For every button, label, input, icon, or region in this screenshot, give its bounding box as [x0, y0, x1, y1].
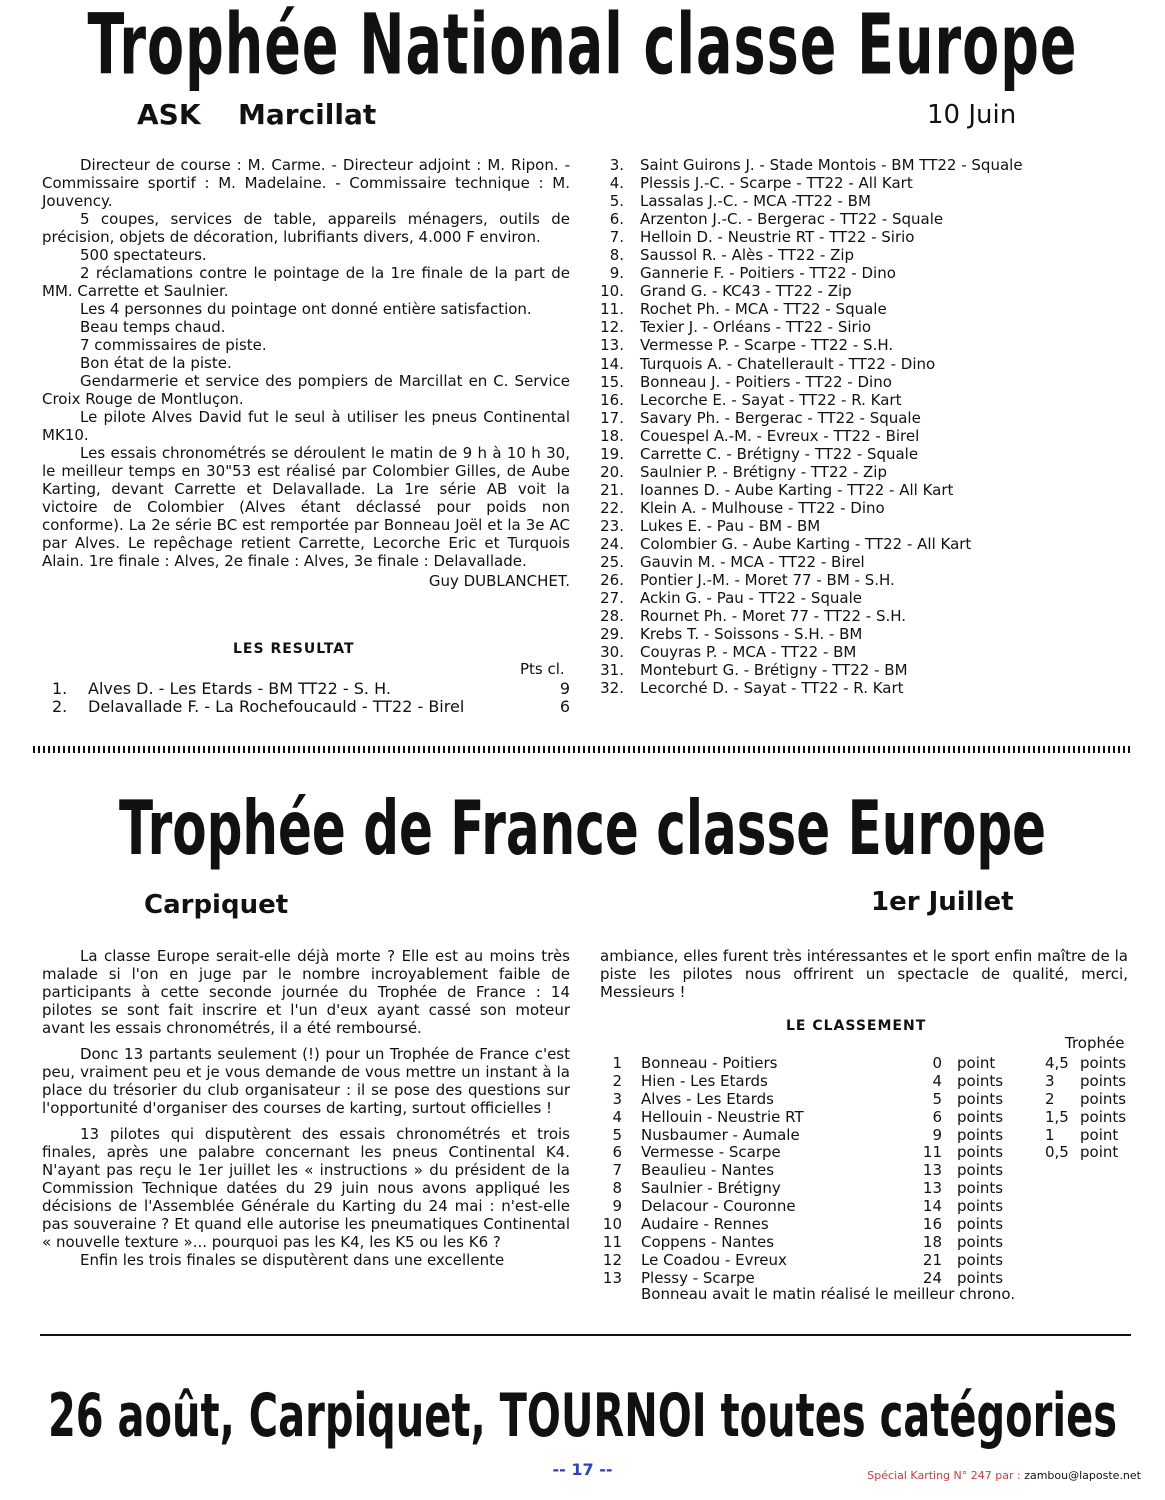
result-position: 10. [600, 282, 624, 301]
result-position: 7. [609, 228, 624, 247]
classement-points-unit: points [957, 1232, 1004, 1251]
result-position: 22. [600, 498, 624, 517]
result-entry: Carrette C. - Brétigny - TT22 - Squale [640, 444, 919, 463]
result-entry: Rournet Ph. - Moret 77 - TT22 - S.H. [640, 607, 907, 626]
dotted-separator [33, 746, 1133, 753]
result-entry: Lassalas J.-C. - MCA -TT22 - BM [640, 192, 871, 211]
result-points: 6 [559, 697, 570, 716]
result-entry: Gauvin M. - MCA - TT22 - Birel [640, 553, 865, 572]
classement-name: Hellouin - Neustrie RT [641, 1107, 804, 1126]
article2-body-right [600, 947, 1128, 1001]
result-position: 31. [600, 661, 624, 680]
classement-name: Beaulieu - Nantes [641, 1161, 775, 1180]
classement-name: Hien - Les Etards [641, 1071, 768, 1090]
classement-position: 2 [612, 1071, 622, 1090]
result-position: 23. [600, 516, 624, 535]
result-entry: Saussol R. - Alès - TT22 - Zip [640, 246, 855, 265]
classement-points-unit: points [957, 1107, 1004, 1126]
classement-name: Coppens - Nantes [641, 1232, 775, 1251]
article2-paragraph: 13 pilotes qui disputèrent des essais chronométrés et trois finales, après une palabre concernant les pneus Continental K4. N'ayant pas reçu le 1er juillet les « instructions » du président de la Commission Technique datées du 29 juin nous avons appliqué les décisions de l'Assemblée Générale du Karting du 24 mai : n'est-elle pas souveraine ? Et quand elle autorise les pneumatiques Continental « nouvelle texture »... pourquoi pas les K4, les K5 ou les K6 ? [42, 1125, 570, 1251]
result-row [596, 481, 1136, 499]
classement-row [600, 1091, 1140, 1109]
result-position: 1. [52, 679, 68, 698]
article1-paragraph: 2 réclamations contre le pointage de la 1re finale de la part de MM. Carrette et Saulnier. [42, 264, 570, 300]
result-entry: Grand G. - KC43 - TT22 - Zip [640, 282, 852, 301]
trophee-header: Trophée [1065, 1034, 1125, 1052]
result-entry: Couyras P. - MCA - TT22 - BM [640, 643, 857, 662]
trophee-points: 0,5 [1045, 1143, 1069, 1162]
result-row [596, 625, 1136, 643]
result-entry: Vermesse P. - Scarpe - TT22 - S.H. [640, 336, 894, 355]
result-row [596, 679, 1136, 697]
classement-points-unit: points [957, 1197, 1004, 1216]
article1-paragraph: 500 spectateurs. [80, 246, 207, 264]
result-row [596, 246, 1136, 264]
classement-points: 4 [932, 1071, 942, 1090]
result-entry: Pontier J.-M. - Moret 77 - BM - S.H. [640, 571, 895, 590]
classement-points: 14 [922, 1197, 942, 1216]
classement-position: 6 [612, 1143, 622, 1162]
result-position: 24. [600, 534, 624, 553]
result-position: 28. [600, 607, 624, 626]
result-entry: Bonneau J. - Poitiers - TT22 - Dino [640, 372, 892, 391]
result-row [596, 427, 1136, 445]
result-position: 27. [600, 589, 624, 608]
result-position: 6. [609, 210, 624, 229]
result-row [596, 535, 1136, 553]
result-entry: Lukes E. - Pau - BM - BM [640, 516, 821, 535]
result-position: 9. [609, 264, 624, 283]
result-entry: Saint Guirons J. - Stade Montois - BM TT22 - Squale [640, 156, 1023, 174]
result-row [596, 282, 1136, 300]
article1-paragraph: Les 4 personnes du pointage ont donné entière satisfaction. [80, 300, 532, 318]
classement-name: Delacour - Couronne [641, 1197, 796, 1216]
results-title: LES RESULTAT [233, 641, 355, 657]
result-entry: Turquois A. - Chatellerault - TT22 - Dino [640, 354, 936, 373]
result-entry: Ioannes D. - Aube Karting - TT22 - All Kart [640, 480, 954, 499]
credit-text: Spécial Karting N° 247 par : [867, 1469, 1021, 1482]
result-entry: Alves D. - Les Etards - BM TT22 - S. H. [88, 679, 391, 698]
result-position: 25. [600, 553, 624, 572]
classement-position: 7 [612, 1161, 622, 1180]
classement-note: Bonneau avait le matin réalisé le meilleur chrono. [641, 1285, 1016, 1303]
result-row [596, 517, 1136, 535]
article2-title: Trophée de France classe Europe [118, 785, 1047, 872]
result-entry: Savary Ph. - Bergerac - TT22 - Squale [640, 408, 921, 427]
result-entry: Texier J. - Orléans - TT22 - Sirio [640, 318, 872, 337]
classement-points-unit: points [957, 1089, 1004, 1108]
result-row [596, 228, 1136, 246]
result-row [596, 499, 1136, 517]
article2-paragraph: Enfin les trois finales se disputèrent dans une excellente [80, 1251, 505, 1269]
result-position: 21. [600, 480, 624, 499]
result-row [596, 318, 1136, 336]
result-row [596, 336, 1136, 354]
result-position: 19. [600, 444, 624, 463]
tournament-banner: 26 août, Carpiquet, TOURNOI toutes catégories [47, 1382, 1118, 1451]
classement-position: 12 [602, 1250, 622, 1269]
article2-paragraph: ambiance, elles furent très intéressantes et le sport enfin maître de la piste les pilotes nous offrirent un spectacle de qualité, merci, Messieurs ! [600, 947, 1128, 1001]
page-number: -- 17 -- [552, 1460, 613, 1479]
article1-club: ASK [137, 98, 201, 131]
result-row [596, 300, 1136, 318]
result-row [596, 553, 1136, 571]
classement-name: Vermesse - Scarpe [641, 1143, 781, 1162]
classement-position: 3 [612, 1089, 622, 1108]
result-entry: Monteburt G. - Brétigny - TT22 - BM [640, 661, 908, 680]
article1-paragraph: Directeur de course : M. Carme. - Directeur adjoint : M. Ripon. - Commissaire sportif : M. Madelaine. - Commissaire technique : M. Jouvency. [42, 156, 570, 210]
result-row [596, 589, 1136, 607]
classement-position: 5 [612, 1125, 622, 1144]
classement-row [600, 1144, 1140, 1162]
trophee-points-unit: points [1080, 1054, 1127, 1072]
result-position: 17. [600, 408, 624, 427]
article2-body-left [42, 947, 570, 1269]
result-position: 11. [600, 300, 624, 319]
classement-points-unit: point [957, 1054, 996, 1072]
article1-place: Marcillat [238, 98, 377, 131]
article1-body [42, 156, 570, 590]
result-row [42, 697, 570, 715]
classement-row [600, 1109, 1140, 1127]
trophee-points-unit: points [1080, 1071, 1127, 1090]
result-row [596, 571, 1136, 589]
classement-table [600, 1055, 1140, 1288]
classement-row [600, 1198, 1140, 1216]
classement-points-unit: points [957, 1125, 1004, 1144]
classement-points: 18 [922, 1232, 942, 1251]
article2-paragraph: La classe Europe serait-elle déjà morte ? Elle est au moins très malade si l'on en juge par le nombre incroyablement faible de participants à cette seconde journée du Trophée de France : 14 pilotes se sont fait inscrire et l'un d'eux ayant cassé son moteur avant les essais chronométrés, il a été remboursé. [42, 947, 570, 1037]
result-row [42, 679, 570, 697]
classement-points: 9 [932, 1125, 942, 1144]
classement-row [600, 1216, 1140, 1234]
result-entry: Plessis J.-C. - Scarpe - TT22 - All Kart [640, 174, 913, 193]
result-position: 20. [600, 462, 624, 481]
article1-paragraph: 7 commissaires de piste. [80, 336, 267, 354]
results-list [596, 156, 1136, 697]
classement-points: 5 [932, 1089, 942, 1108]
result-entry: Krebs T. - Soissons - S.H. - BM [640, 625, 863, 644]
result-position: 5. [609, 192, 624, 211]
classement-points-unit: points [957, 1215, 1004, 1234]
result-position: 18. [600, 426, 624, 445]
results-points-header: Pts cl. [520, 660, 565, 678]
classement-points: 21 [922, 1250, 942, 1269]
result-points: 9 [559, 679, 570, 698]
trophee-points: 1,5 [1045, 1107, 1069, 1126]
result-entry: Couespel A.-M. - Evreux - TT22 - Birel [640, 426, 920, 445]
classement-points: 13 [922, 1161, 942, 1180]
result-row [596, 355, 1136, 373]
result-entry: Lecorche E. - Sayat - TT22 - R. Kart [640, 390, 902, 409]
classement-points-unit: points [957, 1143, 1004, 1162]
result-position: 12. [600, 318, 624, 337]
classement-title: LE CLASSEMENT [786, 1018, 927, 1034]
result-row [596, 174, 1136, 192]
classement-position: 9 [612, 1197, 622, 1216]
article1-paragraph: Gendarmerie et service des pompiers de Marcillat en C. Service Croix Rouge de Montluçon. [42, 372, 570, 408]
result-row [596, 192, 1136, 210]
classement-name: Nusbaumer - Aumale [641, 1125, 800, 1144]
classement-points: 11 [922, 1143, 942, 1162]
article1-paragraph: Beau temps chaud. [80, 318, 226, 336]
classement-name: Saulnier - Brétigny [641, 1179, 781, 1198]
trophee-points-unit: points [1080, 1107, 1127, 1126]
result-row [596, 264, 1136, 282]
result-row [596, 643, 1136, 661]
result-position: 2. [52, 697, 68, 716]
classement-name: Alves - Les Etards [641, 1089, 774, 1108]
result-entry: Colombier G. - Aube Karting - TT22 - All Kart [640, 534, 972, 553]
result-position: 13. [600, 336, 624, 355]
classement-position: 4 [612, 1107, 622, 1126]
classement-row [600, 1252, 1140, 1270]
classement-points: 13 [922, 1179, 942, 1198]
result-position: 3. [609, 156, 624, 174]
trophee-points-unit: points [1080, 1089, 1127, 1108]
classement-points-unit: points [957, 1250, 1004, 1269]
result-row [596, 607, 1136, 625]
classement-position: 10 [602, 1215, 622, 1234]
article2-date: 1er Juillet [871, 887, 1014, 917]
result-entry: Helloin D. - Neustrie RT - TT22 - Sirio [640, 228, 915, 247]
result-row [596, 391, 1136, 409]
classement-name: Le Coadou - Evreux [641, 1250, 787, 1269]
result-row [596, 463, 1136, 481]
article1-paragraph: Bon état de la piste. [80, 354, 232, 372]
result-row [596, 409, 1136, 427]
article1-date: 10 Juin [927, 100, 1017, 130]
result-row [596, 156, 1136, 174]
classement-row [600, 1234, 1140, 1252]
classement-position: 13 [602, 1268, 622, 1287]
classement-name: Plessy - Scarpe [641, 1268, 755, 1287]
classement-position: 11 [602, 1232, 622, 1251]
result-position: 15. [600, 372, 624, 391]
classement-points-unit: points [957, 1268, 1004, 1287]
result-position: 8. [609, 246, 624, 265]
article2-paragraph: Donc 13 partants seulement (!) pour un Trophée de France c'est peu, vraiment peu et je vous demande de vous mettre un instant à la place du trésorier du club organisateur : il se pose des questions sur l'opportunité d'organiser des courses de karting, surtout officielles ! [42, 1045, 570, 1117]
trophee-points: 4,5 [1045, 1054, 1069, 1072]
result-position: 29. [600, 625, 624, 644]
classement-name: Bonneau - Poitiers [641, 1054, 778, 1072]
classement-points-unit: points [957, 1071, 1004, 1090]
result-position: 30. [600, 643, 624, 662]
result-entry: Klein A. - Mulhouse - TT22 - Dino [640, 498, 885, 517]
classement-points-unit: points [957, 1179, 1004, 1198]
article1-signature: Guy DUBLANCHET. [428, 572, 570, 590]
trophee-points: 1 [1045, 1125, 1055, 1144]
trophee-points: 3 [1045, 1071, 1055, 1090]
classement-points: 16 [922, 1215, 942, 1234]
classement-row [600, 1127, 1140, 1145]
result-entry: Arzenton J.-C. - Bergerac - TT22 - Squale [640, 210, 944, 229]
horizontal-rule [40, 1334, 1131, 1336]
result-entry: Gannerie F. - Poitiers - TT22 - Dino [640, 264, 896, 283]
classement-name: Audaire - Rennes [641, 1215, 769, 1234]
result-position: 16. [600, 390, 624, 409]
trophee-points-unit: point [1080, 1125, 1119, 1144]
results-top [42, 679, 570, 719]
classement-points-unit: points [957, 1161, 1004, 1180]
result-position: 26. [600, 571, 624, 590]
trophee-points: 2 [1045, 1089, 1055, 1108]
classement-row [600, 1180, 1140, 1198]
result-row [596, 661, 1136, 679]
article1-title: Trophée National classe Europe [87, 0, 1078, 94]
article1-paragraph: Le pilote Alves David fut le seul à utiliser les pneus Continental MK10. [42, 408, 570, 444]
article1-paragraph: 5 coupes, services de table, appareils ménagers, outils de précision, objets de décoration, lubrifiants divers, 4.000 F environ. [42, 210, 570, 246]
result-row [596, 445, 1136, 463]
classement-row [600, 1073, 1140, 1091]
credit-email: zambou@laposte.net [1024, 1469, 1141, 1482]
result-position: 14. [600, 354, 624, 373]
result-entry: Rochet Ph. - MCA - TT22 - Squale [640, 300, 887, 319]
classement-position: 8 [612, 1179, 622, 1198]
classement-position: 1 [612, 1054, 622, 1072]
result-row [596, 373, 1136, 391]
classement-points: 6 [932, 1107, 942, 1126]
result-entry: Ackin G. - Pau - TT22 - Squale [640, 589, 862, 608]
article2-place: Carpiquet [144, 890, 289, 920]
result-row [596, 210, 1136, 228]
classement-row [600, 1162, 1140, 1180]
result-entry: Delavallade F. - La Rochefoucauld - TT22 - Birel [88, 697, 465, 716]
result-entry: Saulnier P. - Brétigny - TT22 - Zip [640, 462, 887, 481]
result-entry: Lecorché D. - Sayat - TT22 - R. Kart [640, 679, 904, 698]
footer-credit [867, 1469, 1141, 1482]
classement-row [600, 1055, 1140, 1073]
trophee-points-unit: point [1080, 1143, 1119, 1162]
article1-paragraph: Les essais chronométrés se déroulent le matin de 9 h à 10 h 30, le meilleur temps en 30"53 est réalisé par Colombier Gilles, de Aube Karting, devant Carrette et Delavallade. La 1re série AB voit la victoire de Colombier (Alves étant déclassé pour poids non conforme). La 2e série BC est remportée par Bonneau Joël et la 3e AC par Alves. Le repêchage retient Carrette, Lecorche Eric et Turquois Alain. 1re finale : Alves, 2e finale : Alves, 3e finale : Delavallade. [42, 444, 570, 570]
result-position: 4. [609, 174, 624, 193]
result-position: 32. [600, 679, 624, 698]
classement-points: 0 [932, 1054, 942, 1072]
classement-points: 24 [922, 1268, 942, 1287]
